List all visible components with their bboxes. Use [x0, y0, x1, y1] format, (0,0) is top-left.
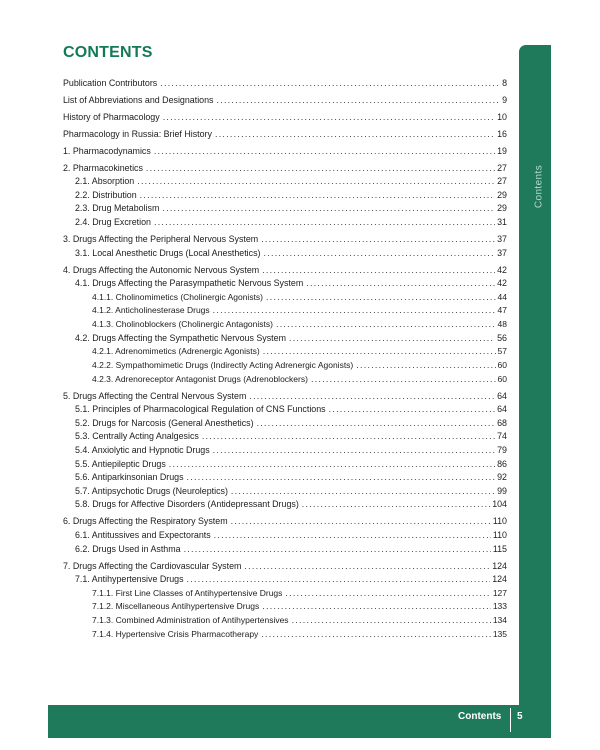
toc-leader-dots: [287, 333, 495, 344]
toc-entry-page: 134: [492, 615, 507, 626]
toc-entry-page: 37: [497, 234, 507, 245]
page-title: CONTENTS: [63, 44, 153, 61]
toc-entry-title: 2.2. Distribution: [75, 189, 137, 200]
toc-entry: [63, 201, 507, 215]
toc-leader-dots: [229, 516, 491, 527]
toc-entry: [63, 456, 507, 470]
toc-entry: [63, 483, 507, 497]
toc-entry: [63, 470, 507, 484]
toc-entry-title: 4. Drugs Affecting the Autonomic Nervous System: [63, 264, 260, 275]
toc-entry: [63, 126, 507, 140]
toc-entry-title: 6. Drugs Affecting the Respiratory System: [63, 516, 228, 527]
toc-leader-dots: [144, 163, 495, 174]
toc-entry: [63, 572, 507, 586]
toc-entry: [63, 143, 507, 157]
toc-entry-title: 6.1. Antitussives and Expectorants: [75, 530, 211, 541]
toc-entry-title: 5.8. Drugs for Affective Disorders (Antidepressant Drugs): [75, 499, 299, 510]
toc-entry: [63, 344, 507, 358]
toc-entry-title: 1. Pharmacodynamics: [63, 145, 151, 156]
toc-entry-page: 79: [497, 444, 507, 455]
toc-entry: [63, 92, 507, 106]
toc-entry: [63, 231, 507, 245]
toc-entry-title: 7.1.1. First Line Classes of Antihypertensive Drugs: [92, 587, 283, 598]
toc-entry-page: 64: [497, 390, 507, 401]
side-tab-label: Contents: [533, 164, 545, 209]
toc-entry-title: 5.4. Anxiolytic and Hypnotic Drugs: [75, 444, 210, 455]
toc-entry-title: 3. Drugs Affecting the Peripheral Nervous System: [63, 234, 259, 245]
toc-leader-dots: [247, 391, 495, 402]
toc-entry-page: 86: [497, 458, 507, 469]
side-tab: [519, 45, 551, 738]
toc-leader-dots: [160, 203, 495, 214]
toc-entry-page: 16: [497, 128, 507, 139]
toc-entry-title: 4.2.2. Sympathomimetic Drugs (Indirectly Acting Adrenergic Agonists): [92, 359, 354, 370]
toc-entry-page: 29: [497, 203, 507, 214]
toc-entry-title: 2. Pharmacokinetics: [63, 162, 143, 173]
toc-leader-dots: [161, 112, 495, 123]
toc-entry: [63, 402, 507, 416]
toc-entry: [63, 109, 507, 123]
toc-entry-title: 5. Drugs Affecting the Central Nervous System: [63, 390, 247, 401]
toc-entry-page: 27: [497, 176, 507, 187]
toc-leader-dots: [211, 305, 496, 316]
toc-leader-dots: [152, 146, 495, 157]
toc-entry-page: 133: [492, 601, 507, 612]
toc-entry-page: 110: [492, 516, 507, 527]
toc-leader-dots: [259, 629, 491, 640]
toc-entry-page: 127: [492, 587, 507, 598]
toc-entry: [63, 429, 507, 443]
toc-entry-title: 5.1. Principles of Pharmacological Regulation of CNS Functions: [75, 404, 326, 415]
toc-leader-dots: [152, 217, 495, 228]
toc-entry: [63, 527, 507, 541]
toc-entry-title: 7.1.3. Combined Administration of Antihypertensives: [92, 615, 289, 626]
toc-leader-dots: [283, 588, 490, 599]
toc-entry-page: 124: [492, 560, 507, 571]
toc-entry-page: 42: [497, 278, 507, 289]
toc-leader-dots: [213, 129, 495, 140]
toc-leader-dots: [264, 292, 496, 303]
toc-leader-dots: [290, 615, 491, 626]
toc-leader-dots: [259, 234, 495, 245]
toc-entry-page: 56: [497, 332, 507, 343]
toc-entry: [63, 585, 507, 599]
toc-leader-dots: [327, 404, 496, 415]
toc-entry: [63, 388, 507, 402]
toc-leader-dots: [260, 601, 491, 612]
footer-divider: [510, 708, 511, 732]
side-tab-label-box: [533, 162, 545, 212]
toc-entry-title: 5.7. Antipsychotic Drugs (Neuroleptics): [75, 485, 228, 496]
toc-entry-title: 5.5. Antiepileptic Drugs: [75, 458, 166, 469]
toc-entry: [63, 303, 507, 317]
toc-leader-dots: [255, 418, 496, 429]
toc-entry: [63, 160, 507, 174]
toc-leader-dots: [135, 176, 495, 187]
toc-entry: [63, 276, 507, 290]
toc-entry-page: 64: [497, 404, 507, 415]
toc-entry-page: 68: [497, 417, 507, 428]
toc-entry-page: 9: [502, 94, 507, 105]
toc-leader-dots: [274, 319, 496, 330]
toc-entry-title: 2.1. Absorption: [75, 176, 135, 187]
toc-leader-dots: [304, 278, 495, 289]
toc-leader-dots: [309, 374, 496, 385]
toc-leader-dots: [212, 530, 491, 541]
toc-entry: [63, 187, 507, 201]
toc-entry: [63, 316, 507, 330]
toc-entry-title: 7.1.4. Hypertensive Crisis Pharmacotherapy: [92, 628, 259, 639]
toc-leader-dots: [185, 472, 496, 483]
toc-entry-page: 19: [497, 145, 507, 156]
toc-entry-page: 31: [497, 217, 507, 228]
toc-entry-title: 4.1.3. Cholinoblockers (Cholinergic Antagonists): [92, 319, 273, 330]
toc-entry: [63, 245, 507, 259]
toc-leader-dots: [242, 561, 490, 572]
toc-entry-page: 135: [492, 628, 507, 639]
toc-entry-title: 5.3. Centrally Acting Analgesics: [75, 431, 199, 442]
toc-leader-dots: [214, 95, 500, 106]
toc-entry: [63, 289, 507, 303]
toc-leader-dots: [138, 190, 495, 201]
toc-entry-title: 6.2. Drugs Used in Asthma: [75, 543, 181, 554]
toc-entry-page: 10: [497, 111, 507, 122]
toc-entry-title: History of Pharmacology: [63, 111, 160, 122]
toc-leader-dots: [260, 265, 495, 276]
toc-leader-dots: [158, 78, 500, 89]
toc-leader-dots: [300, 499, 490, 510]
toc-entry: [63, 599, 507, 613]
toc-entry-page: 29: [497, 189, 507, 200]
toc-entry-title: 2.3. Drug Metabolism: [75, 203, 160, 214]
toc-entry: [63, 357, 507, 371]
toc-entry-title: 7. Drugs Affecting the Cardiovascular System: [63, 560, 242, 571]
toc-leader-dots: [262, 248, 496, 259]
toc-leader-dots: [261, 346, 496, 357]
toc-entry: [63, 214, 507, 228]
toc-entry-title: 2.4. Drug Excretion: [75, 217, 151, 228]
toc-entry: [63, 75, 507, 89]
toc-entry: [63, 514, 507, 528]
toc-entry-title: Pharmacology in Russia: Brief History: [63, 128, 212, 139]
toc-entry-title: 5.2. Drugs for Narcosis (General Anesthetics): [75, 417, 254, 428]
toc-entry-title: 7.1. Antihypertensive Drugs: [75, 574, 184, 585]
toc-entry-title: 4.1. Drugs Affecting the Parasympathetic Nervous System: [75, 278, 304, 289]
toc-entry: [63, 497, 507, 511]
toc-entry: [63, 558, 507, 572]
toc-entry: [63, 262, 507, 276]
toc-entry-page: 60: [497, 373, 507, 384]
toc-entry-page: 47: [497, 305, 507, 316]
toc-leader-dots: [182, 544, 491, 555]
toc-entry-page: 124: [492, 574, 507, 585]
toc-entry-page: 8: [502, 77, 507, 88]
toc-leader-dots: [354, 360, 495, 371]
toc-entry-title: List of Abbreviations and Designations: [63, 94, 214, 105]
toc-entry: [63, 442, 507, 456]
toc-entry-page: 110: [492, 530, 507, 541]
toc-leader-dots: [185, 574, 491, 585]
footer-section-label: Contents: [458, 711, 502, 722]
toc-entry-page: 104: [492, 499, 507, 510]
toc-entry: [63, 415, 507, 429]
toc-entry-title: 7.1.2. Miscellaneous Antihypertensive Drugs: [92, 601, 260, 612]
toc-entry-page: 57: [497, 346, 507, 357]
toc-entry: [63, 371, 507, 385]
toc-entry-title: Publication Contributors: [63, 77, 158, 88]
toc-entry-title: 4.1.2. Anticholinesterase Drugs: [92, 305, 210, 316]
toc-leader-dots: [229, 486, 495, 497]
toc-leader-dots: [167, 459, 495, 470]
toc-leader-dots: [200, 431, 495, 442]
toc-entry-page: 42: [497, 264, 507, 275]
toc-entry-page: 92: [497, 472, 507, 483]
table-of-contents: [63, 75, 507, 640]
toc-entry-page: 99: [497, 485, 507, 496]
toc-entry-page: 48: [497, 319, 507, 330]
toc-entry-title: 4.2. Drugs Affecting the Sympathetic Nervous System: [75, 332, 286, 343]
toc-entry: [63, 330, 507, 344]
toc-entry: [63, 626, 507, 640]
toc-entry-page: 74: [497, 431, 507, 442]
toc-entry-title: 4.2.3. Adrenoreceptor Antagonist Drugs (Adrenoblockers): [92, 373, 308, 384]
toc-entry: [63, 541, 507, 555]
toc-entry-title: 5.6. Antiparkinsonian Drugs: [75, 472, 184, 483]
toc-entry: [63, 612, 507, 626]
toc-entry-title: 4.1.1. Cholinomimetics (Cholinergic Agonists): [92, 291, 264, 302]
toc-entry-page: 115: [492, 543, 507, 554]
toc-entry-page: 37: [497, 247, 507, 258]
toc-leader-dots: [211, 445, 495, 456]
toc-entry-title: 3.1. Local Anesthetic Drugs (Local Anesthetics): [75, 247, 261, 258]
toc-entry-page: 44: [497, 291, 507, 302]
toc-entry: [63, 174, 507, 188]
page-number: 5: [517, 711, 523, 722]
toc-entry-title: 4.2.1. Adrenomimetics (Adrenergic Agonists): [92, 346, 260, 357]
toc-entry-page: 27: [497, 162, 507, 173]
toc-entry-page: 60: [497, 359, 507, 370]
